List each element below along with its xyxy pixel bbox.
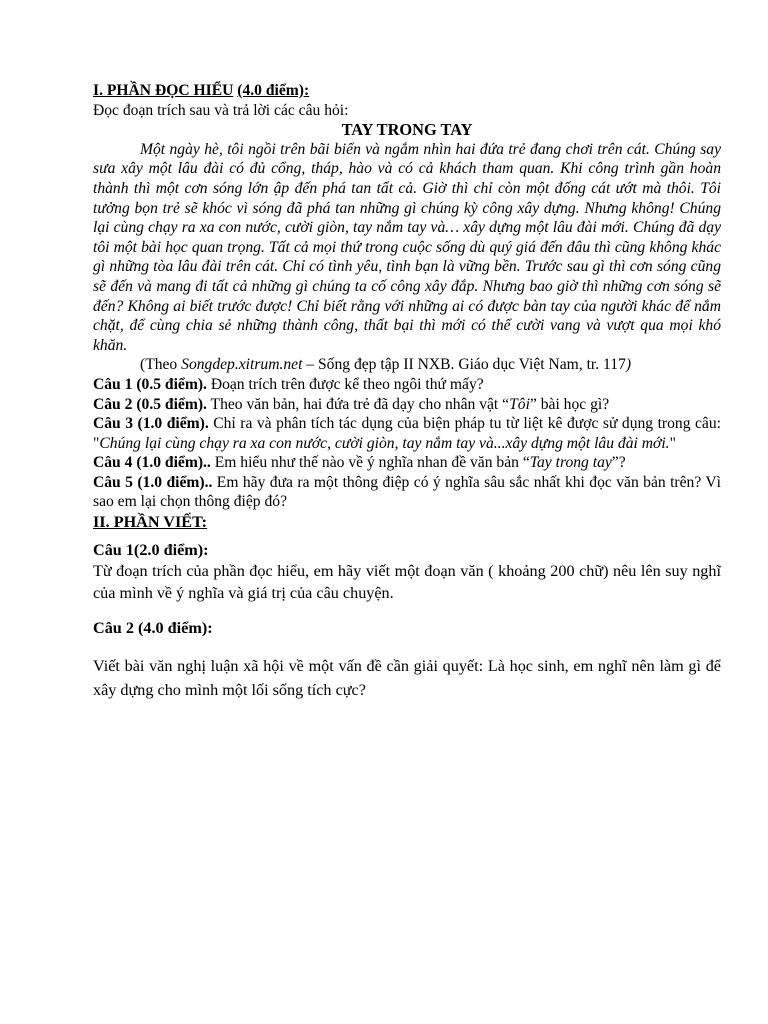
question-3-text-before: Chỉ ra và phân tích tác dụng của biện pháp tu từ liệt kê được sử dụng trong câu: " — [93, 415, 721, 452]
part1-heading-colon: : — [303, 82, 310, 99]
question-3-label: Câu 3 (1.0 điểm). — [93, 415, 209, 433]
question-1 — [93, 375, 721, 395]
question-4-text-before: Em hiểu như thế nào về ý nghĩa nhan đề văn bản “ — [210, 454, 530, 472]
question-2-text-after: ” bài học gì? — [529, 395, 610, 413]
question-3-text-italic: Chúng lại cùng chạy ra xa con nước, cười giòn, tay nắm tay và...xây dựng một lâu đài mới. — [99, 434, 670, 452]
question-5-text: Em hãy đưa ra một thông điệp có ý nghĩa sâu sắc nhất khi đọc văn bản trên? Vì sao em lại chọn thông điệp đó? — [93, 473, 721, 511]
question-2-label: Câu 2 (0.5 điểm). — [93, 395, 207, 413]
question-2-text-before: Theo văn bản, hai đứa trẻ đã dạy cho nhân vật “ — [206, 395, 510, 413]
writing-question-2-label: Câu 2 (4.0 điểm): — [93, 619, 213, 638]
question-4-label: Câu 4 (1.0 điểm).. — [93, 454, 211, 472]
passage-source — [93, 355, 721, 375]
reading-instruction: Đọc đoạn trích sau và trả lời các câu hỏi: — [93, 101, 349, 119]
source-site: Songdep.xitrum.net — [181, 356, 303, 374]
question-4-text-italic: Tay trong tay — [529, 454, 612, 472]
question-5 — [93, 473, 721, 512]
writing-question-2-text: Viết bài văn nghị luận xã hội về một vấn đề cần giải quyết: Là học sinh, em nghĩ nên làm gì để xây dựng cho mình một lối sống tích cực? — [93, 656, 721, 699]
part1-heading-text: I. PHẦN ĐỌC HIỂU — [93, 82, 234, 99]
passage-text: Một ngày hè, tôi ngồi trên bãi biển và ngắm nhìn hai đứa trẻ đang chơi trên cát. Chúng say sưa xây một lâu đài có đủ cổng, tháp, hào và có cả khách tham quan. Khi công trình gần hoàn thành thì một cơn sóng lớn ập đến phá tan tất cả. Giờ thì chỉ còn một đống cát ướt mà thôi. Tôi tưởng bọn trẻ sẽ khóc vì sóng đã phá tan những gì chúng kỳ công xây dựng. Nhưng không! Chúng lại cùng chạy ra xa con nước, cười giòn, tay nắm tay và… xây dựng một lâu đài mới. Chúng đã dạy tôi một bài học quan trọng. Tất cả mọi thứ trong cuộc sống dù quý giá đến đâu thì cũng không khác gì những tòa lâu đài trên cát. Chỉ có tình yêu, tình bạn là vững bền. Trước sau gì thì cơn sóng cũng sẽ đến và mang đi tất cả những gì chúng ta cố công xây đắp. Nhưng bao giờ thì những cơn sóng sẽ đến? Không ai biết trước được! Chỉ biết rằng với những ai có được bàn tay của người khác để nắm chặt, để cùng chia sẻ những thành công, thất bại thì mới có thể cười vang và vượt qua mọi khó khăn. — [93, 140, 721, 354]
writing-question-1-text: Từ đoạn trích của phần đọc hiểu, em hãy viết một đoạn văn ( khoảng 200 chữ) nêu lên suy nghĩ của mình về ý nghĩa và giá trị của câu chuyện. — [93, 562, 721, 602]
question-3-text-after: " — [669, 434, 676, 452]
exam-page — [93, 81, 721, 702]
writing-question-1-label: Câu 1(2.0 điểm): — [93, 540, 209, 559]
question-1-label: Câu 1 (0.5 điểm). — [93, 375, 207, 393]
question-2 — [93, 395, 721, 415]
part1-heading — [93, 81, 721, 101]
source-open: (Theo — [140, 356, 182, 374]
source-rest: – Sống đẹp tập II NXB. Giáo dục Việt Nam, tr. 117 — [302, 356, 626, 374]
part2-heading: II. PHẦN VIẾT: — [93, 513, 208, 532]
question-3 — [93, 414, 721, 453]
question-2-text-italic: Tôi — [509, 395, 530, 413]
part1-points: (4.0 điểm) — [237, 82, 304, 99]
source-close: ) — [625, 356, 632, 374]
question-4 — [93, 453, 721, 473]
question-4-text-after: ”? — [611, 454, 626, 472]
passage-title: TAY TRONG TAY — [341, 120, 473, 140]
question-5-label: Câu 5 (1.0 điểm).. — [93, 473, 213, 491]
question-1-text: Đoạn trích trên được kể theo ngôi thứ mấy? — [206, 375, 484, 393]
